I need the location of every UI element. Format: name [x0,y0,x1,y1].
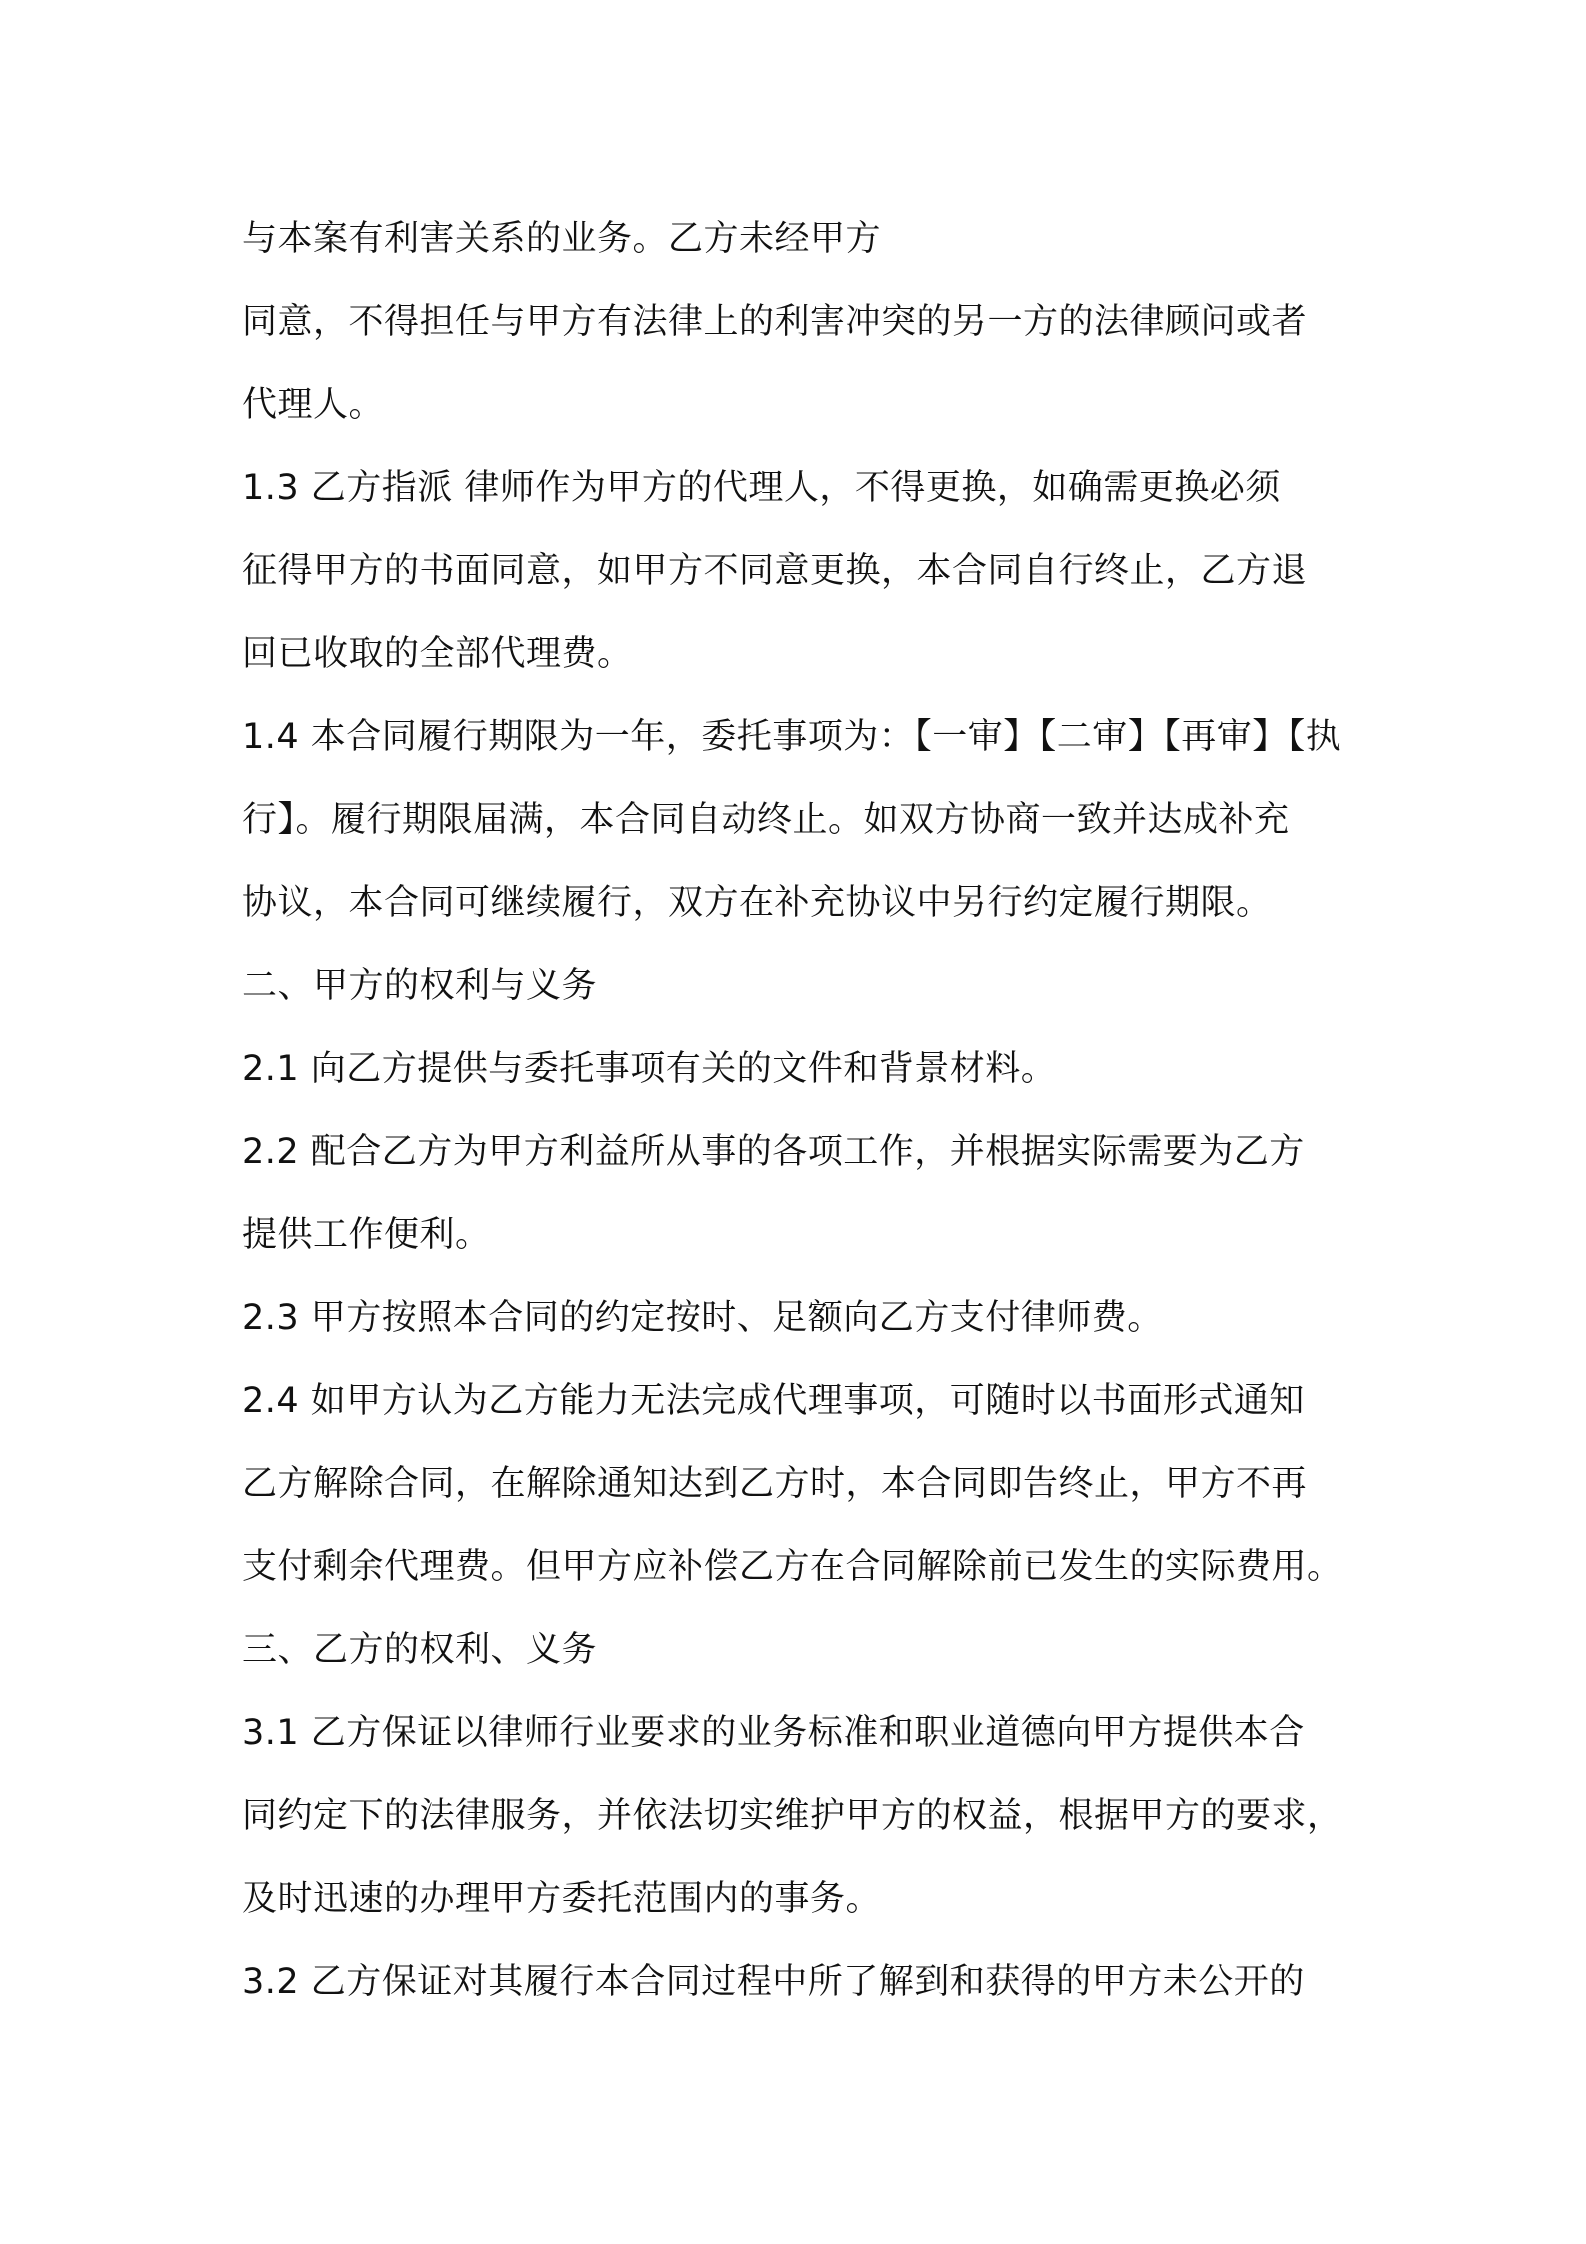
text-line: 同约定下的法律服务，并依法切实维护甲方的权益，根据甲方的要求， [242,1796,1343,1836]
clause-2-1: 2.1 向乙方提供与委托事项有关的文件和背景材料。 [242,1049,1057,1089]
text-line: 及时迅速的办理甲方委托范围内的事务。 [242,1879,882,1919]
text-line: 支付剩余代理费。但甲方应补偿乙方在合同解除前已发生的实际费用。 [242,1547,1343,1587]
text-line: 与本案有利害关系的业务。乙方未经甲方 [242,219,882,259]
text-line: 提供工作便利。 [242,1215,491,1255]
clause-2-3: 2.3 甲方按照本合同的约定按时、足额向乙方支付律师费。 [242,1298,1163,1338]
clause-2-2: 2.2 配合乙方为甲方利益所从事的各项工作，并根据实际需要为乙方 [242,1132,1305,1172]
text-line: 协议，本合同可继续履行，双方在补充协议中另行约定履行期限。 [242,883,1272,923]
clause-3-2: 3.2 乙方保证对其履行本合同过程中所了解到和获得的甲方未公开的 [242,1962,1305,2002]
document-body [242,198,1372,2024]
clause-1-3: 1.3 乙方指派 律师作为甲方的代理人，不得更换，如确需更换必须 [242,468,1281,508]
section-heading-2: 二、甲方的权利与义务 [242,966,598,1006]
text-line: 同意，不得担任与甲方有法律上的利害冲突的另一方的法律顾问或者 [242,302,1308,342]
clause-3-1: 3.1 乙方保证以律师行业要求的业务标准和职业道德向甲方提供本合 [242,1713,1305,1753]
section-heading-3: 三、乙方的权利、义务 [242,1630,598,1670]
text-line: 回已收取的全部代理费。 [242,634,633,674]
text-line: 行】。履行期限届满，本合同自动终止。如双方协商一致并达成补充 [242,800,1290,840]
text-line: 征得甲方的书面同意，如甲方不同意更换，本合同自行终止，乙方退 [242,551,1308,591]
clause-1-4: 1.4 本合同履行期限为一年，委托事项为：【一审】【二审】【再审】【执 [242,717,1342,757]
text-line: 乙方解除合同，在解除通知达到乙方时，本合同即告终止，甲方不再 [242,1464,1308,1504]
clause-2-4: 2.4 如甲方认为乙方能力无法完成代理事项，可随时以书面形式通知 [242,1381,1305,1421]
text-line: 代理人。 [242,385,385,425]
